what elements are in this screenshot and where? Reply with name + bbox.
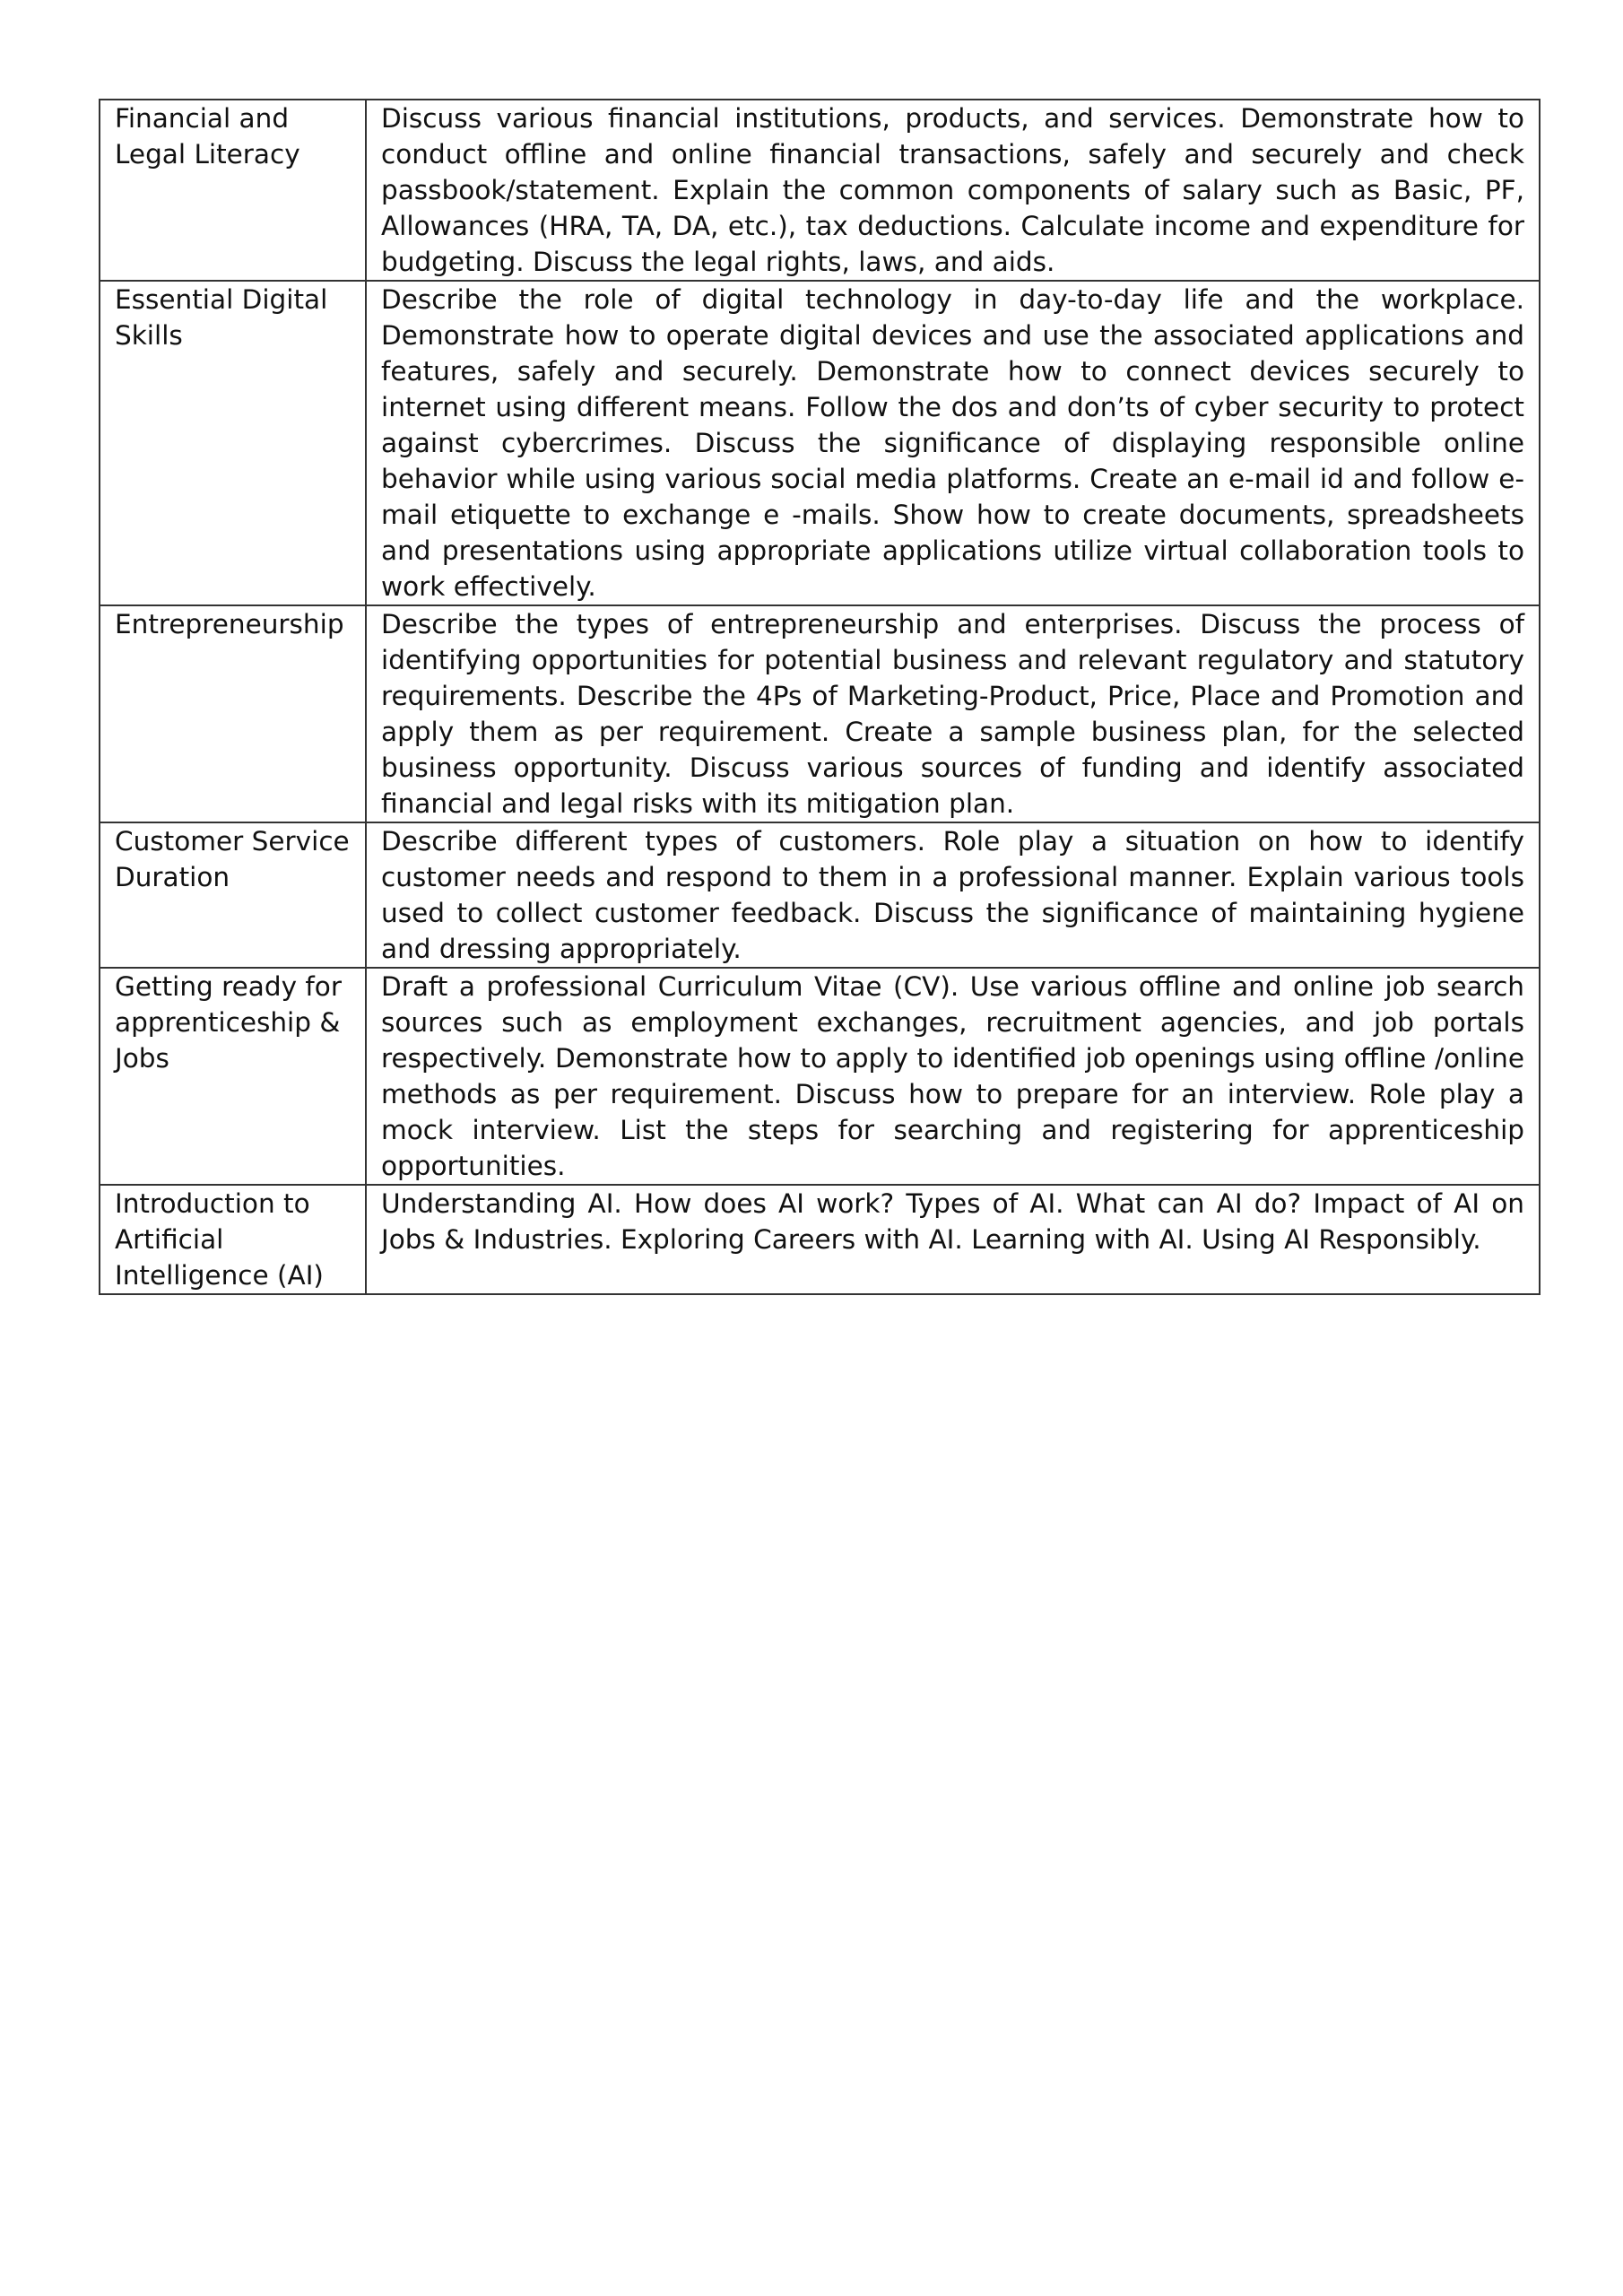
table-row xyxy=(100,1185,1540,1294)
module-name-cell: Customer Service Duration xyxy=(100,822,366,968)
module-name-cell: Financial and Legal Literacy xyxy=(100,100,366,281)
table-row xyxy=(100,968,1540,1185)
module-description-cell: Describe different types of customers. Role play a situation on how to identify customer needs and respond to them in a professional manner. Explain various tools used to collect customer feedback. Discuss the significance of maintaining hygiene and dressing appropriately. xyxy=(366,822,1540,968)
module-name-cell: Introduction to Artificial Intelligence (AI) xyxy=(100,1185,366,1294)
modules-table xyxy=(99,99,1541,1295)
module-name-cell: Essential Digital Skills xyxy=(100,281,366,605)
module-description-cell: Describe the role of digital technology in day-to-day life and the workplace. Demonstrate how to operate digital devices and use the associated applications and features, safely and securely. Demonstrate how to connect devices securely to internet using different means. Follow the dos and don’ts of cyber security to protect against cybercrimes. Discuss the significance of displaying responsible online behavior while using various social media platforms. Create an e-mail id and follow e- mail etiquette to exchange e -mails. Show how to create documents, spreadsheets and presentations using appropriate applications utilize virtual collaboration tools to work effectively. xyxy=(366,281,1540,605)
module-description-cell: Understanding AI. How does AI work? Types of AI. What can AI do? Impact of AI on Jobs & Industries. Exploring Careers with AI. Learning with AI. Using AI Responsibly. xyxy=(366,1185,1540,1294)
module-description-cell: Draft a professional Curriculum Vitae (CV). Use various offline and online job search sources such as employment exchanges, recruitment agencies, and job portals respectively. Demonstrate how to apply to identified job openings using offline /online methods as per requirement. Discuss how to prepare for an interview. Role play a mock interview. List the steps for searching and registering for apprenticeship opportunities. xyxy=(366,968,1540,1185)
module-name-cell: Entrepreneurship xyxy=(100,605,366,822)
table-row xyxy=(100,100,1540,281)
table-row xyxy=(100,822,1540,968)
table-row xyxy=(100,281,1540,605)
table-row xyxy=(100,605,1540,822)
module-description-cell: Discuss various financial institutions, products, and services. Demonstrate how to conduct offline and online financial transactions, safely and securely and check passbook/statement. Explain the common components of salary such as Basic, PF, Allowances (HRA, TA, DA, etc.), tax deductions. Calculate income and expenditure for budgeting. Discuss the legal rights, laws, and aids. xyxy=(366,100,1540,281)
module-description-cell: Describe the types of entrepreneurship and enterprises. Discuss the process of identifying opportunities for potential business and relevant regulatory and statutory requirements. Describe the 4Ps of Marketing-Product, Price, Place and Promotion and apply them as per requirement. Create a sample business plan, for the selected business opportunity. Discuss various sources of funding and identify associated financial and legal risks with its mitigation plan. xyxy=(366,605,1540,822)
module-name-cell: Getting ready for apprenticeship & Jobs xyxy=(100,968,366,1185)
